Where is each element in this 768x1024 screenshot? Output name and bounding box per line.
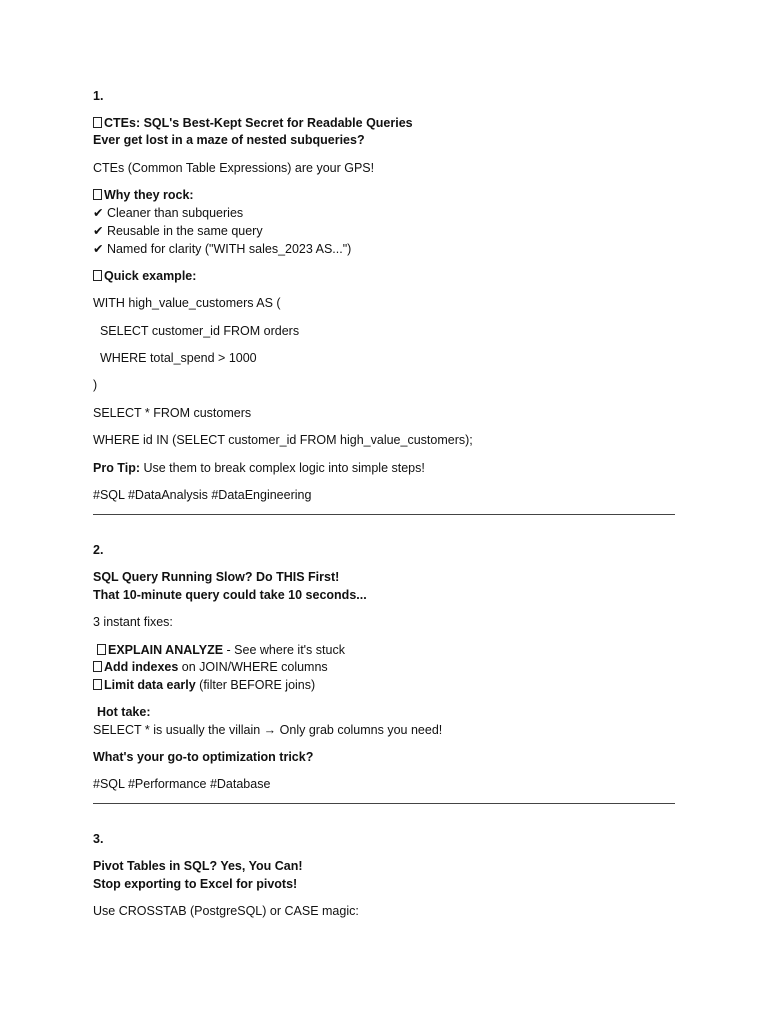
code-line: SELECT customer_id FROM orders bbox=[93, 324, 300, 338]
post1-example-heading: Quick example: bbox=[93, 268, 196, 284]
post2-hot-take-label: Hot take: bbox=[97, 705, 151, 719]
post3-title: Pivot Tables in SQL? Yes, You Can! bbox=[93, 859, 303, 873]
post2-subtitle: That 10-minute query could take 10 seconds... bbox=[93, 588, 367, 602]
section-divider bbox=[93, 514, 675, 515]
post1-check-item: ✔ Named for clarity ("WITH sales_2023 AS...") bbox=[93, 242, 352, 256]
post2-intro: 3 instant fixes: bbox=[93, 615, 173, 629]
post2-fix-item: Limit data early (filter BEFORE joins) bbox=[93, 677, 315, 693]
post2-fix-item: Add indexes on JOIN/WHERE columns bbox=[93, 659, 328, 675]
post1-title: CTEs: SQL's Best-Kept Secret for Readable Queries bbox=[93, 115, 413, 131]
post1-number: 1. bbox=[93, 89, 104, 103]
post1-check-item: ✔ Cleaner than subqueries bbox=[93, 206, 244, 220]
post2-title: SQL Query Running Slow? Do THIS First! bbox=[93, 570, 340, 584]
emoji-placeholder-icon bbox=[93, 679, 102, 690]
post2-number: 2. bbox=[93, 543, 104, 557]
post2-hashtags: #SQL #Performance #Database bbox=[93, 777, 271, 791]
emoji-placeholder-icon bbox=[93, 270, 102, 281]
code-line: SELECT * FROM customers bbox=[93, 406, 252, 420]
code-line: WITH high_value_customers AS ( bbox=[93, 296, 281, 310]
emoji-placeholder-icon bbox=[93, 117, 102, 128]
code-line: ) bbox=[93, 378, 98, 392]
section-divider bbox=[93, 803, 675, 804]
post1-pro-tip: Pro Tip: Use them to break complex logic into simple steps! bbox=[93, 461, 425, 475]
post1-subtitle: Ever get lost in a maze of nested subqueries? bbox=[93, 133, 365, 147]
emoji-placeholder-icon bbox=[93, 189, 102, 200]
post2-question: What's your go-to optimization trick? bbox=[93, 750, 314, 764]
emoji-placeholder-icon bbox=[93, 661, 102, 672]
post2-fix-item: EXPLAIN ANALYZE - See where it's stuck bbox=[97, 642, 345, 658]
post1-intro: CTEs (Common Table Expressions) are your GPS! bbox=[93, 161, 375, 175]
post1-why-heading: Why they rock: bbox=[93, 187, 194, 203]
post3-subtitle: Stop exporting to Excel for pivots! bbox=[93, 877, 298, 891]
post1-hashtags: #SQL #DataAnalysis #DataEngineering bbox=[93, 488, 312, 502]
post2-hot-take-text: SELECT * is usually the villain → Only grab columns you need! bbox=[93, 723, 443, 737]
code-line: WHERE total_spend > 1000 bbox=[93, 351, 257, 365]
post3-number: 3. bbox=[93, 832, 104, 846]
post3-intro: Use CROSSTAB (PostgreSQL) or CASE magic: bbox=[93, 904, 359, 918]
post1-check-item: ✔ Reusable in the same query bbox=[93, 224, 263, 238]
emoji-placeholder-icon bbox=[97, 644, 106, 655]
code-line: WHERE id IN (SELECT customer_id FROM high_value_customers); bbox=[93, 433, 473, 447]
